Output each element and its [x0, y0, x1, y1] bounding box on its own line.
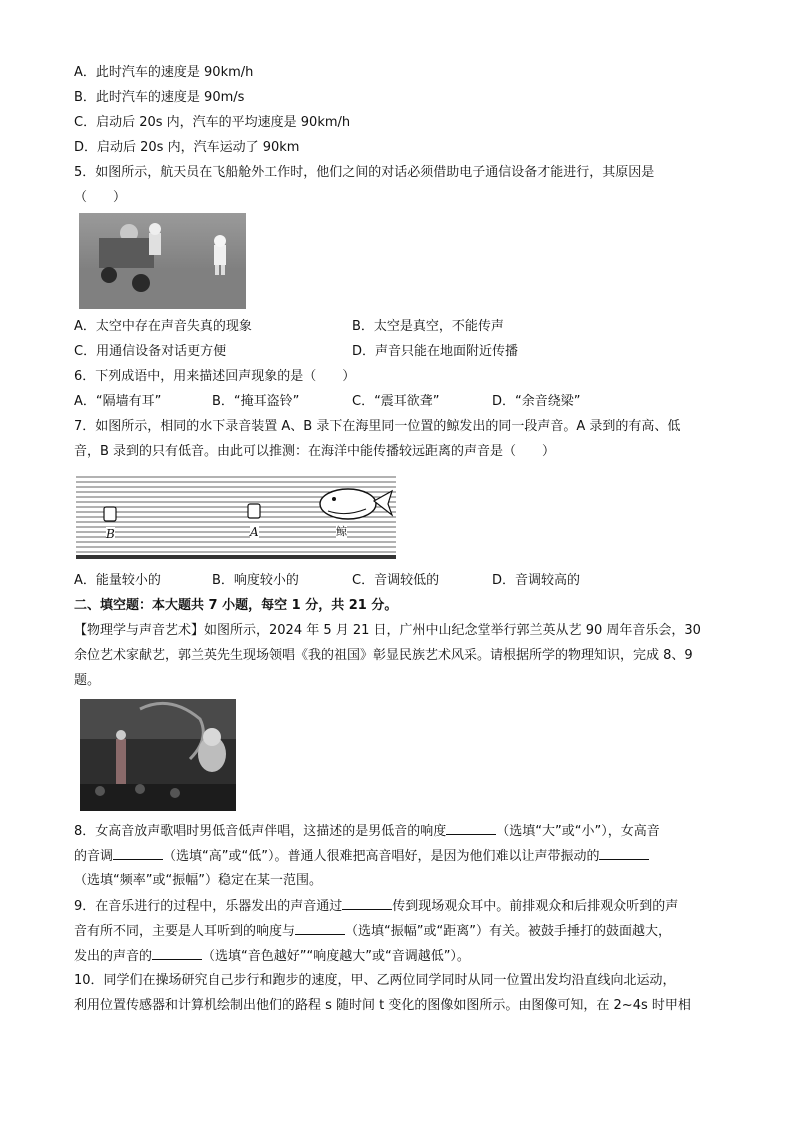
q9-line1	[74, 897, 678, 915]
q5-paren: （ ）	[74, 190, 127, 205]
section2-title: 二、填空题：本大题共 7 小题，每空 1 分，共 21 分。	[74, 598, 398, 613]
q8-line3: （选填“频率”或“振幅”）稳定在某一范围。	[74, 873, 322, 888]
q4-option-d: D．启动后 20s 内，汽车运动了 90km	[74, 140, 300, 155]
section2-intro-line1: 【物理学与声音艺术】如图所示，2024 年 5 月 21 日，广州中山纪念堂举行郭兰英从艺 90 周年音乐会，30	[74, 623, 701, 638]
q9-line2-text-a: 音有所不同，主要是人耳听到的响度与	[74, 924, 296, 939]
q7-stem-line2: 音，B 录到的只有低音。由此可以推测：在海洋中能传播较远距离的声音是（ ）	[74, 444, 556, 459]
q9-blank-2[interactable]	[295, 922, 345, 935]
q5-option-b: B．太空是真空，不能传声	[352, 319, 504, 334]
figure-label-whale: 鲸	[336, 525, 347, 538]
q9-line1-text-b: 传到现场观众耳中。前排观众和后排观众听到的声	[392, 899, 679, 914]
q10-line2: 利用位置传感器和计算机绘制出他们的路程 s 随时间 t 变化的图像如图所示。由图像可知，在 2~4s 时甲相	[74, 998, 691, 1013]
figure-label-a: A	[250, 525, 259, 539]
q4-option-b: B．此时汽车的速度是 90m/s	[74, 90, 245, 105]
q10-line1: 10．同学们在操场研究自己步行和跑步的速度，甲、乙两位同学同时从同一位置出发均沿直线向北运动，	[74, 973, 676, 988]
concert-photo	[80, 699, 236, 811]
q5-option-c: C．用通信设备对话更方便	[74, 344, 227, 359]
q8-line2-text-b: （选填“高”或“低”）。普通人很难把高音唱好，是因为他们难以让声带振动的	[163, 849, 600, 864]
q9-blank-3[interactable]	[152, 947, 202, 960]
q6-option-a: A．“隔墙有耳”	[74, 394, 162, 409]
q7-option-d: D．音调较高的	[492, 573, 581, 588]
q9-blank-1[interactable]	[342, 897, 392, 910]
q7-option-c: C．音调较低的	[352, 573, 440, 588]
q5-stem: 5．如图所示，航天员在飞船舱外工作时，他们之间的对话必须借助电子通信设备才能进行，其原因是	[74, 165, 655, 180]
section2-intro-line3: 题。	[74, 673, 101, 688]
q6-stem: 6．下列成语中，用来描述回声现象的是（ ）	[74, 369, 356, 384]
q7-option-a: A．能量较小的	[74, 573, 161, 588]
figure-label-b: B	[106, 527, 115, 541]
q7-stem-line1: 7．如图所示，相同的水下录音装置 A、B 录下在海里同一位置的鲸发出的同一段声音。A 录到的有高、低	[74, 419, 681, 434]
q8-line2-text-a: 的音调	[74, 849, 114, 864]
q8-line2	[74, 847, 649, 865]
q4-option-c: C．启动后 20s 内，汽车的平均速度是 90km/h	[74, 115, 351, 130]
q6-option-c: C．“震耳欲聋”	[352, 394, 440, 409]
q5-option-d: D．声音只能在地面附近传播	[352, 344, 519, 359]
q9-line3-text-a: 发出的声音的	[74, 949, 153, 964]
q9-line2-text-b: （选填“振幅”或“距离”）有关。被鼓手捶打的鼓面越大，	[345, 924, 671, 939]
q5-option-a: A．太空中存在声音失真的现象	[74, 319, 252, 334]
q9-line1-text-a: 9．在音乐进行的过程中，乐器发出的声音通过	[74, 899, 343, 914]
q8-blank-3[interactable]	[599, 847, 649, 860]
q4-option-a: A．此时汽车的速度是 90km/h	[74, 65, 254, 80]
q8-line1-text-a: 8．女高音放声歌唱时男低音低声伴唱，这描述的是男低音的响度	[74, 824, 447, 839]
astronaut-photo	[79, 213, 246, 309]
q6-option-d: D．“余音绕梁”	[492, 394, 581, 409]
q7-option-b: B．响度较小的	[212, 573, 299, 588]
q9-line3	[74, 947, 470, 965]
q9-line2	[74, 922, 671, 940]
q6-option-b: B．“掩耳盗铃”	[212, 394, 300, 409]
ocean-figure	[76, 471, 396, 559]
q8-blank-1[interactable]	[446, 822, 496, 835]
section2-intro-line2: 余位艺术家献艺，郭兰英先生现场领唱《我的祖国》彰显民族艺术风采。请根据所学的物理知识，完成 8、9	[74, 648, 693, 663]
q8-blank-2[interactable]	[113, 847, 163, 860]
q8-line1-text-b: （选填“大”或“小”），女高音	[496, 824, 660, 839]
q9-line3-text-b: （选填“音色越好”“响度越大”或“音调越低”）。	[202, 949, 470, 964]
q8-line1	[74, 822, 660, 840]
